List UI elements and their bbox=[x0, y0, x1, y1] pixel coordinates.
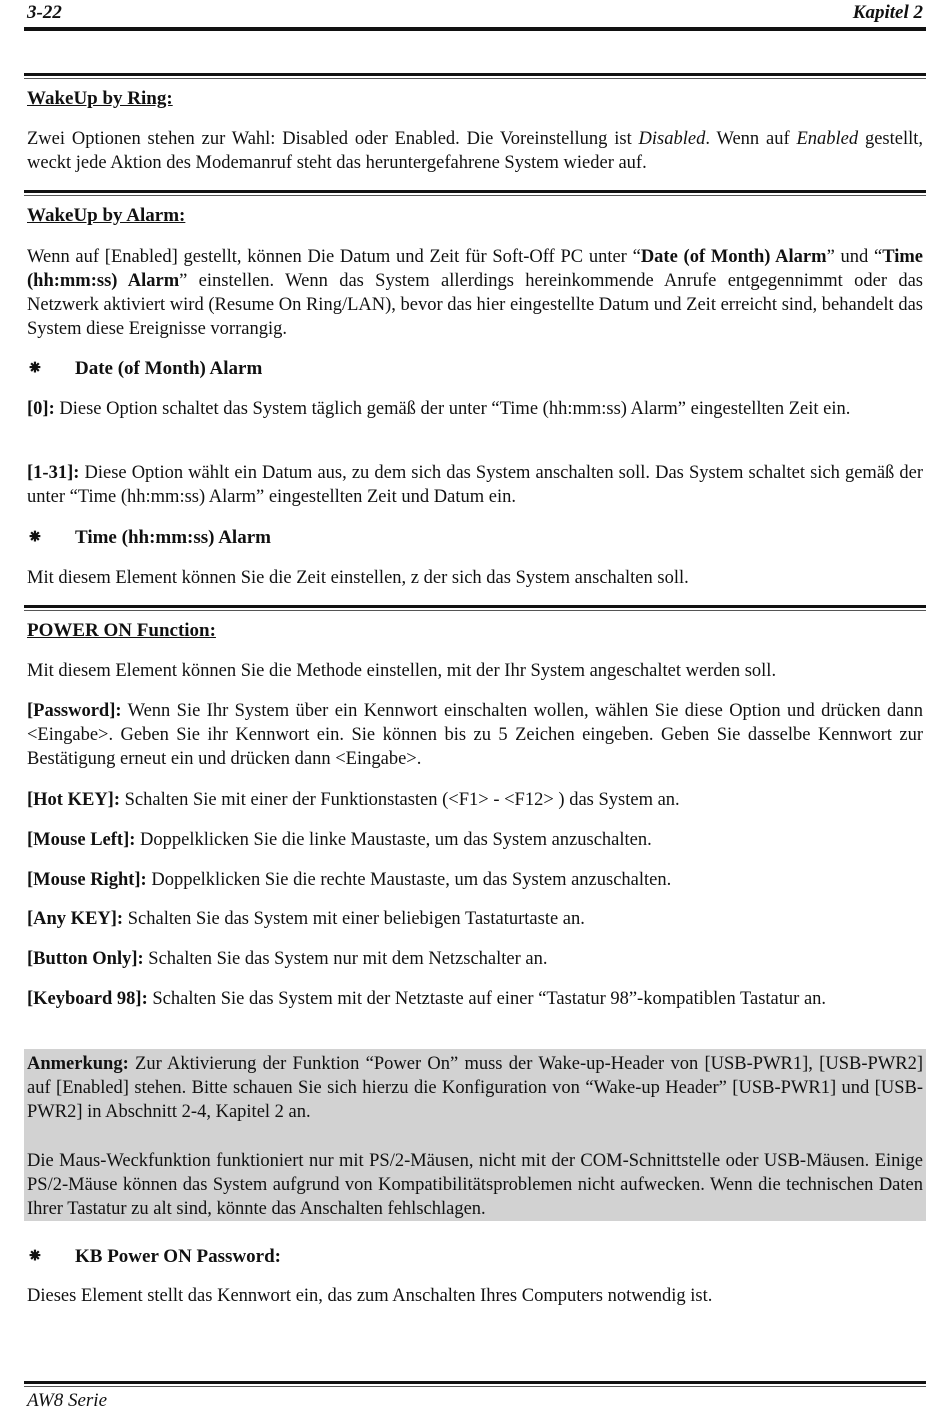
kb-power-paragraph: Dieses Element stellt das Kennwort ein, das zum Anschalten Ihres Computers notwendig ist. bbox=[27, 1286, 713, 1306]
subsection-time-alarm bbox=[27, 526, 271, 549]
footer-series: AW8 Serie bbox=[27, 1390, 108, 1411]
subsection-date-alarm bbox=[27, 357, 262, 380]
note-paragraph-2: Die Maus-Weckfunktion funktioniert nur mit PS/2-Mäusen, nicht mit der COM-Schnittstelle oder USB-Mäusen. Einige PS/2-Mäuse können das System aufgrund von Kompatibilitätsproblemen nicht aufwecken. Wenn die technischen Daten Ihrer Tastatur zu alt sind, könnte das Anschalten fehlschlagen. bbox=[27, 1151, 923, 1219]
subsection-title: KB Power ON Password: bbox=[75, 1246, 281, 1267]
power-on-option-password: [Password]: Wenn Sie Ihr System über ein Kennwort einschalten wollen, wählen Sie diese Option und drücken dann <Eingabe>. Geben Sie ihr Kennwort ein. Sie können bis zu 5 Zeichen eingeben. Geben Sie dasselbe Kennwort zur Bestätigung erneut ein und drücken dann <Eingabe>. bbox=[27, 701, 923, 769]
section-divider bbox=[24, 190, 926, 196]
section-title-wakeup-alarm: WakeUp by Alarm: bbox=[27, 205, 186, 226]
header-rule bbox=[24, 27, 926, 31]
power-on-option-mouse-left: [Mouse Left]: Doppelklicken Sie die linke Maustaste, um das System anzuschalten. bbox=[27, 830, 652, 850]
bullet-icon: ⁕ bbox=[27, 358, 43, 379]
note-paragraph-1: Anmerkung: Zur Aktivierung der Funktion “Power On” muss der Wake-up-Header von [USB-PWR1], [USB-PWR2] auf [Enabled] stehen. Bitte schauen Sie sich hierzu die Konfiguration von “Wake-up Header” [USB-PWR1] und [USB-PWR2] in Abschnitt 2-4, Kapitel 2 an. bbox=[27, 1054, 923, 1122]
time-alarm-paragraph: Mit diesem Element können Sie die Zeit einstellen, z der sich das System anschalten soll. bbox=[27, 568, 689, 588]
subsection-title: Time (hh:mm:ss) Alarm bbox=[75, 527, 271, 548]
date-alarm-option-1-31: [1-31]: Diese Option wählt ein Datum aus, zu dem sich das System anschalten soll. Das System schaltet sich gemäß der unter “Time (hh:mm:ss) Alarm” eingestellten Zeit und Datum ein. bbox=[27, 463, 923, 507]
footer-rule bbox=[24, 1381, 926, 1387]
power-on-option-button-only: [Button Only]: Schalten Sie das System nur mit dem Netzschalter an. bbox=[27, 949, 548, 969]
power-on-option-any-key: [Any KEY]: Schalten Sie das System mit einer beliebigen Tastaturtaste an. bbox=[27, 909, 585, 929]
power-on-option-keyboard-98: [Keyboard 98]: Schalten Sie das System mit der Netztaste auf einer “Tastatur 98”-kompatiblen Tastatur an. bbox=[27, 989, 827, 1009]
section-divider bbox=[24, 73, 926, 79]
wakeup-ring-paragraph: Zwei Optionen stehen zur Wahl: Disabled oder Enabled. Die Voreinstellung ist Disabled. Wenn auf Enabled gestellt, weckt jede Aktion des Modemanruf steht das heruntergefahrene System wieder auf. bbox=[27, 129, 923, 173]
date-alarm-option-0: [0]: Diese Option schaltet das System täglich gemäß der unter “Time (hh:mm:ss) Alarm” eingestellten Zeit ein. bbox=[27, 399, 851, 419]
section-divider bbox=[24, 605, 926, 611]
section-title-wakeup-ring: WakeUp by Ring: bbox=[27, 88, 173, 109]
wakeup-alarm-paragraph: Wenn auf [Enabled] gestellt, können Die Datum und Zeit für Soft-Off PC unter “Date (of Month) Alarm” und “Time (hh:mm:ss) Alarm” einstellen. Wenn das System allerdings hereinkommende Anrufe entgegennimmt oder das Netzwerk aktiviert wird (Resume On Ring/LAN), bevor das hier eingestellte Datum und Zeit erreicht sind, behandelt das System diese Ereignisse vorrangig. bbox=[27, 247, 924, 339]
subsection-kb-power-password bbox=[27, 1245, 281, 1268]
power-on-option-mouse-right: [Mouse Right]: Doppelklicken Sie die rechte Maustaste, um das System anzuschalten. bbox=[27, 870, 672, 890]
subsection-title: Date (of Month) Alarm bbox=[75, 358, 263, 379]
power-on-intro: Mit diesem Element können Sie die Methode einstellen, mit der Ihr System angeschaltet werden soll. bbox=[27, 661, 777, 681]
bullet-icon: ⁕ bbox=[27, 1246, 43, 1267]
chapter-label: Kapitel 2 bbox=[852, 2, 923, 23]
section-title-power-on: POWER ON Function: bbox=[27, 620, 216, 641]
page-header bbox=[27, 2, 923, 26]
power-on-option-hot-key: [Hot KEY]: Schalten Sie mit einer der Funktionstasten (<F1> - <F12> ) das System an. bbox=[27, 790, 680, 810]
page-number: 3-22 bbox=[27, 2, 62, 23]
bullet-icon: ⁕ bbox=[27, 527, 43, 548]
